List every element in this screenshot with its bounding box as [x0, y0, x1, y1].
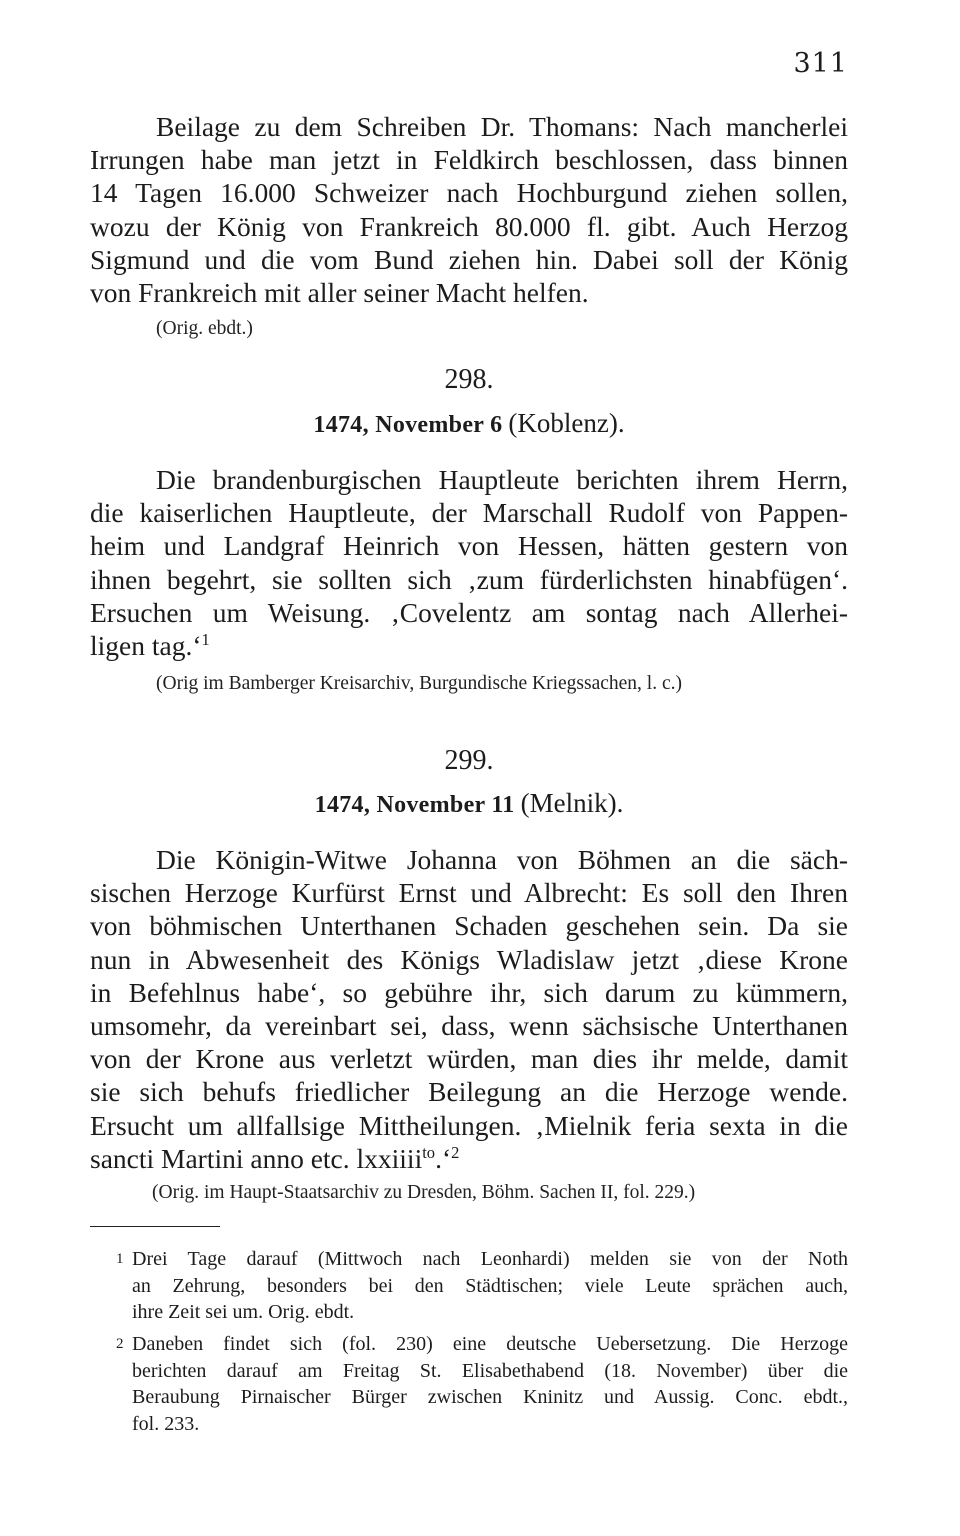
text-line: Die Königin-Witwe Johanna von Böhmen an die säch- [156, 844, 848, 875]
text-line: von Frankreich mit aller seiner Macht helfen. [90, 277, 589, 309]
doc-299-heading [90, 788, 848, 819]
intro-source-note: (Orig. ebdt.) [156, 318, 253, 339]
text-line: ihnen begehrt, sie sollten sich ‚zum fürderlichsten hinabfügen‘. [90, 563, 848, 595]
text-line: Ersucht um allfallsige Mittheilungen. ‚Mielnik feria sexta in die [90, 1109, 848, 1141]
doc-298-place: (Koblenz). [508, 408, 625, 438]
doc-299-source-note: (Orig. im Haupt-Staatsarchiv zu Dresden, Böhm. Sachen II, fol. 229.) [152, 1182, 696, 1203]
footnote-line: Drei Tage darauf (Mittwoch nach Leonhardi) melden sie von der Noth [132, 1248, 848, 1270]
text-line: in Befehlnus habe‘, so gebühre ihr, sich darum zu kümmern, [90, 976, 848, 1008]
footnote-line: fol. 233. [132, 1412, 200, 1435]
text-line: umsomehr, da vereinbart sei, dass, wenn sächsische Unterthanen [90, 1010, 848, 1042]
text-line [90, 629, 848, 662]
text-line: die kaiserlichen Hauptleute, der Marschall Rudolf von Pappen- [90, 497, 848, 529]
footnote-line: an Zehrung, besonders bei den Städtischen; viele Leute sprächen auch, [132, 1274, 848, 1297]
footnote-ref-1: 1 [201, 629, 210, 649]
text-line: 14 Tagen 16.000 Schweizer nach Hochburgund ziehen sollen, [90, 177, 848, 209]
doc-298-paragraph [90, 463, 848, 662]
doc-298-heading [90, 408, 848, 439]
doc-298-number: 298. [444, 364, 494, 395]
doc-299-number: 299. [444, 745, 494, 776]
text-line: Sigmund und die vom Bund ziehen hin. Dabei soll der König [90, 243, 848, 275]
text-line: sie sich behufs friedlicher Beilegung an die Herzoge wende. [90, 1076, 848, 1108]
footnote-line: Beraubung Pirnaischer Bürger zwischen Kninitz und Aussig. Conc. ebdt., [132, 1386, 848, 1408]
doc-299-date: 1474, November 11 [314, 792, 515, 818]
footnote-line: Daneben findet sich (fol. 230) eine deutsche Uebersetzung. Die Herzoge [132, 1333, 848, 1355]
doc-298-source-note: (Orig im Bamberger Kreisarchiv, Burgundische Kriegssachen, l. c.) [156, 673, 682, 694]
doc-299-place: (Melnik). [520, 788, 624, 818]
text-fragment: sancti Martini anno etc. lxxiiii [90, 1142, 423, 1174]
text-line: Ersuchen um Weisung. ‚Covelentz am sontag nach Allerhei- [90, 596, 848, 628]
text-line: nun in Abwesenheit des Königs Wladislaw jetzt ‚diese Krone [90, 943, 848, 975]
footnote-line: berichten darauf am Freitag St. Elisabethabend (18. November) über die [132, 1359, 848, 1382]
book-page [90, 0, 848, 1536]
text-line: Beilage zu dem Schreiben Dr. Thomans: Nach mancherlei [156, 111, 848, 142]
footnote-2 [90, 1331, 848, 1437]
intro-paragraph [90, 110, 848, 309]
footnote-divider [90, 1226, 220, 1227]
doc-299-paragraph [90, 843, 848, 1175]
text-fragment: ligen tag.‘ [90, 630, 202, 662]
text-line: Irrungen habe man jetzt in Feldkirch beschlossen, dass binnen [90, 144, 848, 176]
text-fragment: .‘ [435, 1142, 452, 1174]
footnote-marker: 1 [116, 1251, 124, 1267]
doc-298-date: 1474, November 6 [313, 412, 503, 438]
text-line: wozu der König von Frankreich 80.000 fl. gibt. Auch Herzog [90, 210, 848, 242]
page-number: 311 [793, 48, 848, 79]
text-line: von böhmischen Unterthanen Schaden geschehen sein. Da sie [90, 910, 848, 942]
footnote-line: ihre Zeit sei um. Orig. ebdt. [132, 1301, 355, 1323]
text-line: sischen Herzoge Kurfürst Ernst und Albrecht: Es soll den Ihren [90, 877, 848, 909]
text-line: von der Krone aus verletzt würden, man dies ihr melde, damit [90, 1043, 848, 1075]
footnote-ref-2: 2 [451, 1142, 460, 1162]
text-line [90, 1142, 848, 1175]
text-line: Die brandenburgischen Hauptleute berichten ihrem Herrn, [156, 464, 848, 495]
text-line: heim und Landgraf Heinrich von Hessen, hätten gestern von [90, 530, 848, 562]
footnote-marker: 2 [116, 1336, 124, 1352]
footnote-1 [90, 1246, 848, 1326]
superscript-to: to [422, 1142, 436, 1162]
